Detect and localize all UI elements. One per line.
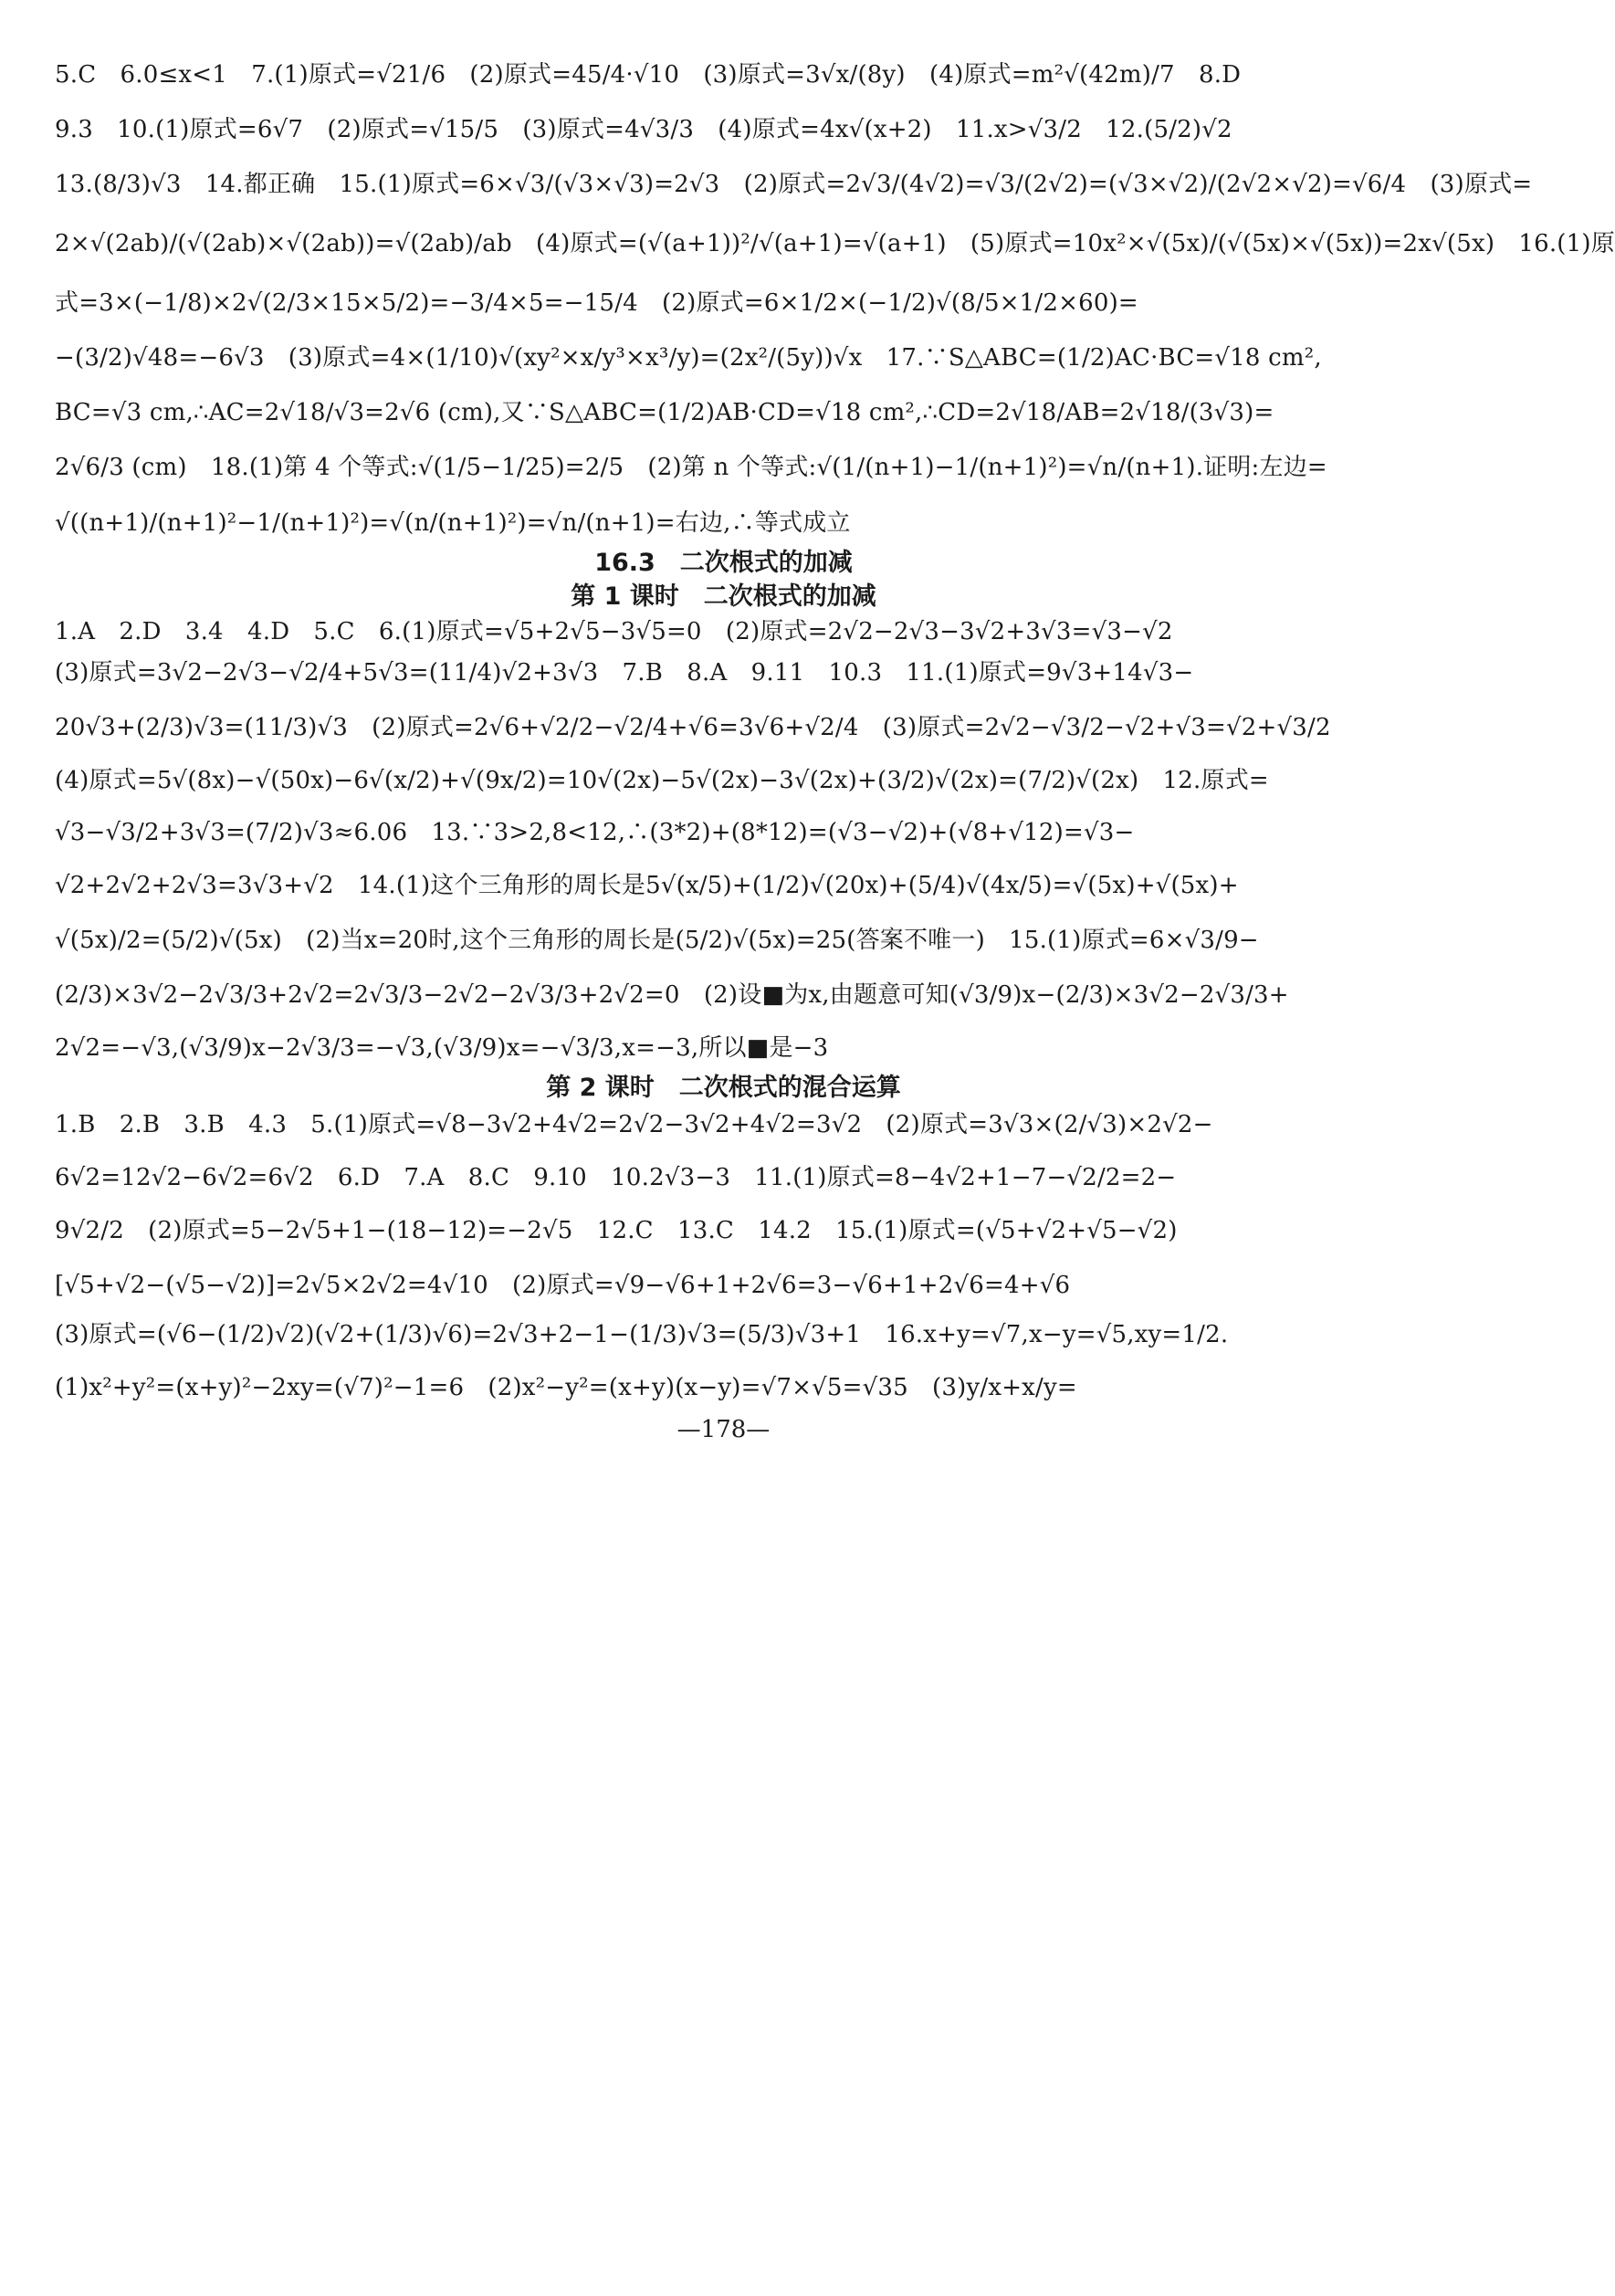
answer-line: 2√6/3 (cm) 18.(1)第 4 个等式:√(1/5−1/25)=2/5 (2)第 n 个等式:√(1/(n+1)−1/(n+1)²)=√n/(n+1).证明:左边= [55,454,1327,481]
lesson-heading: 第 1 课时 二次根式的加减 [571,582,876,611]
answer-line: √3−√3/2+3√3=(7/2)√3≈6.06 13.∵3>2,8<12,∴(3*2)+(8*12)=(√3−√2)+(√8+√12)=√3− [55,819,1135,846]
answer-line: 6√2=12√2−6√2=6√2 6.D 7.A 8.C 9.10 10.2√3−3 11.(1)原式=8−4√2+1−7−√2/2=2− [55,1164,1177,1191]
answer-line: √(5x)/2=(5/2)√(5x) (2)当x=20时,这个三角形的周长是(5/2)√(5x)=25(答案不唯一) 15.(1)原式=6×√3/9− [55,927,1259,954]
answer-line: BC=√3 cm,∴AC=2√18/√3=2√6 (cm),又∵S△ABC=(1/2)AB·CD=√18 cm²,∴CD=2√18/AB=2√18/(3√3)= [55,399,1274,426]
answer-line: 2√2=−√3,(√3/9)x−2√3/3=−√3,(√3/9)x=−√3/3,x=−3,所以■是−3 [55,1034,829,1062]
answer-line: 1.A 2.D 3.4 4.D 5.C 6.(1)原式=√5+2√5−3√5=0 (2)原式=2√2−2√3−3√2+3√3=√3−√2 [55,618,1173,645]
answer-line: (1)x²+y²=(x+y)²−2xy=(√7)²−1=6 (2)x²−y²=(x+y)(x−y)=√7×√5=√35 (3)y/x+x/y= [55,1374,1077,1401]
answer-line: 式=3×(−1/8)×2√(2/3×15×5/2)=−3/4×5=−15/4 (2)原式=6×1/2×(−1/2)√(8/5×1/2×60)= [55,289,1138,317]
answer-line: [√5+√2−(√5−√2)]=2√5×2√2=4√10 (2)原式=√9−√6+1+2√6=3−√6+1+2√6=4+√6 [55,1272,1071,1299]
answer-line: (2/3)×3√2−2√3/3+2√2=2√3/3−2√2−2√3/3+2√2=0 (2)设■为x,由题意可知(√3/9)x−(2/3)×3√2−2√3/3+ [55,981,1289,1009]
answer-line: −(3/2)√48=−6√3 (3)原式=4×(1/10)√(xy²×x/y³×x³/y)=(2x²/(5y))√x 17.∵S△ABC=(1/2)AC·BC=√18 cm², [55,344,1322,372]
section-heading: 16.3 二次根式的加减 [594,549,853,577]
lesson-heading: 第 2 课时 二次根式的混合运算 [546,1074,901,1102]
answer-line: 9.3 10.(1)原式=6√7 (2)原式=√15/5 (3)原式=4√3/3 (4)原式=4x√(x+2) 11.x>√3/2 12.(5/2)√2 [55,116,1232,143]
answer-line: (3)原式=3√2−2√3−√2/4+5√3=(11/4)√2+3√3 7.B 8.A 9.11 10.3 11.(1)原式=9√3+14√3− [55,659,1194,687]
answer-line: (3)原式=(√6−(1/2)√2)(√2+(1/3)√6)=2√3+2−1−(1/3)√3=(5/3)√3+1 16.x+y=√7,x−y=√5,xy=1/2. [55,1321,1229,1348]
answer-line: 5.C 6.0≤x<1 7.(1)原式=√21/6 (2)原式=45/4·√10 (3)原式=3√x/(8y) (4)原式=m²√(42m)/7 8.D [55,61,1242,89]
answer-line: √2+2√2+2√3=3√3+√2 14.(1)这个三角形的周长是5√(x/5)+(1/2)√(20x)+(5/4)√(4x/5)=√(5x)+√(5x)+ [55,872,1239,899]
answer-line: 1.B 2.B 3.B 4.3 5.(1)原式=√8−3√2+4√2=2√2−3√2+4√2=3√2 (2)原式=3√3×(2/√3)×2√2− [55,1111,1213,1138]
answer-line: 9√2/2 (2)原式=5−2√5+1−(18−12)=−2√5 12.C 13.C 14.2 15.(1)原式=(√5+√2+√5−√2) [55,1217,1178,1244]
answer-line: 13.(8/3)√3 14.都正确 15.(1)原式=6×√3/(√3×√3)=2√3 (2)原式=2√3/(4√2)=√3/(2√2)=(√3×√2)/(2√2×√2)=√6/4 (3)原式= [55,171,1533,198]
answer-line: (4)原式=5√(8x)−√(50x)−6√(x/2)+√(9x/2)=10√(2x)−5√(2x)−3√(2x)+(3/2)√(2x)=(7/2)√(2x) 12.原式= [55,767,1269,794]
answer-line: 2×√(2ab)/(√(2ab)×√(2ab))=√(2ab)/ab (4)原式=(√(a+1))²/√(a+1)=√(a+1) (5)原式=10x²×√(5x)/(√(5x)×√(5x))=2x√(5x) 16.(1)原 [55,230,1615,257]
page-number: —178— [676,1416,771,1443]
answer-line: 20√3+(2/3)√3=(11/3)√3 (2)原式=2√6+√2/2−√2/4+√6=3√6+√2/4 (3)原式=2√2−√3/2−√2+√3=√2+√3/2 [55,714,1331,741]
answer-line: √((n+1)/(n+1)²−1/(n+1)²)=√(n/(n+1)²)=√n/(n+1)=右边,∴等式成立 [55,509,851,537]
